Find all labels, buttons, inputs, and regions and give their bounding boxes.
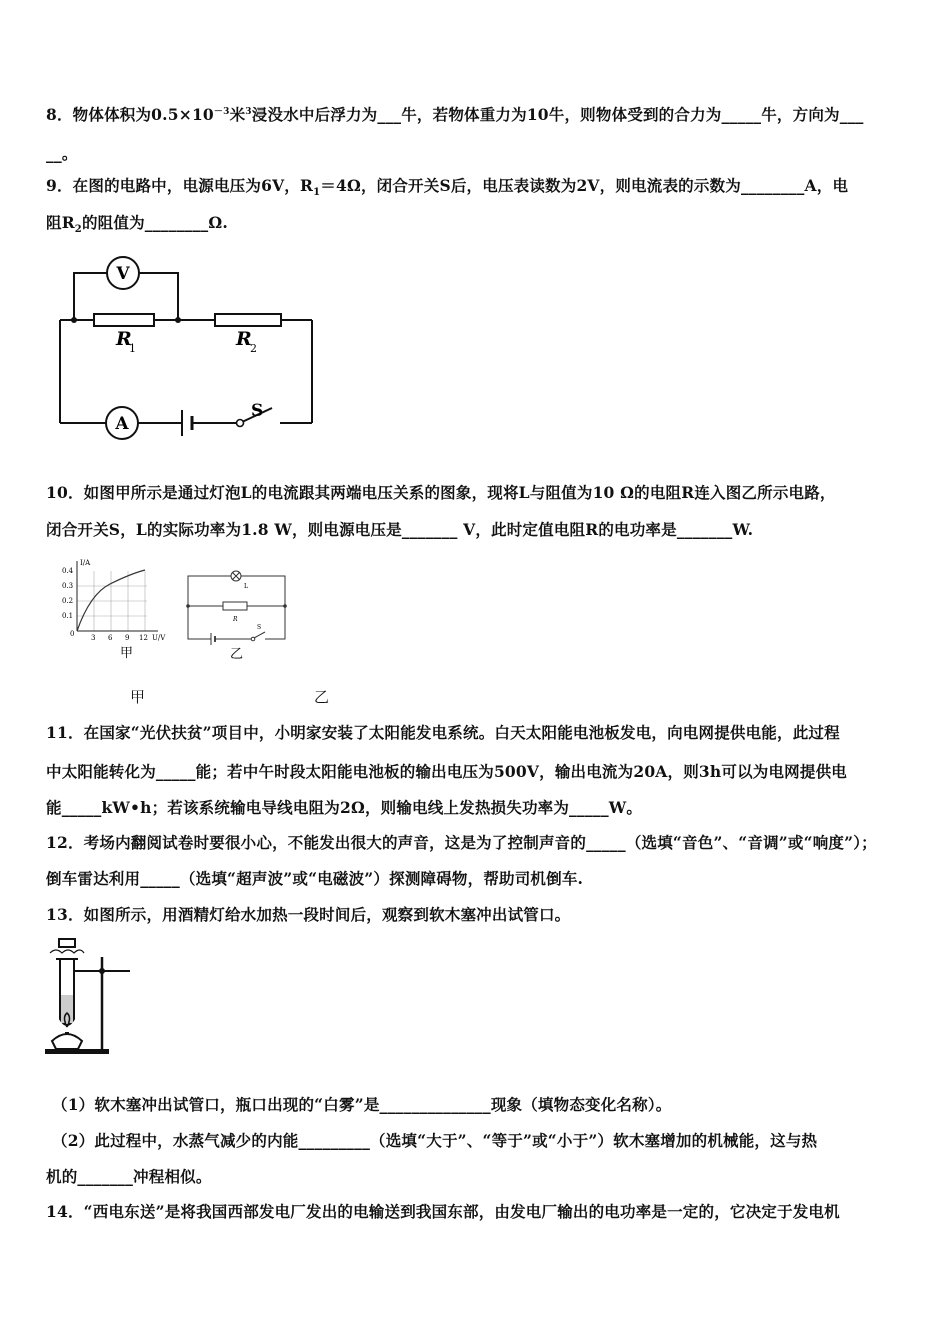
caption-yi: 乙	[314, 688, 330, 706]
q9-line2	[46, 211, 228, 235]
xtick-9: 9	[125, 634, 130, 642]
ytick-0-4: 0.4	[62, 567, 74, 575]
ytick-0: 0	[70, 630, 75, 638]
q9-sub2: 2	[74, 224, 82, 236]
q13-part2: （2）此过程中，水蒸气减少的内能_________（选填“大于”、“等于”或“小于”）软木塞增加的机械能，这与热	[52, 1131, 818, 1150]
ammeter-label: A	[115, 414, 129, 434]
cork-icon	[59, 939, 75, 947]
r-resistor	[223, 602, 247, 610]
q14-line1: 14．“西电东送”是将我国西部发电厂发出的电输送到我国东部，由发电厂输出的电功率是一定的，它决定于发电机	[46, 1202, 840, 1221]
q9-circuit-diagram	[50, 250, 320, 440]
r1-sub-label: 1	[129, 342, 136, 355]
caption-jia: 甲	[130, 688, 146, 706]
q8-exp2: 3	[245, 106, 252, 117]
q8-text-b: 米	[229, 105, 246, 124]
q8-line1	[46, 103, 864, 125]
q11-line1: 11．在国家“光伏扶贫”项目中，小明家安装了太阳能发电系统。白天太阳能电池板发电，向电网提供电能，此过程	[46, 723, 840, 742]
q9-text-a: 9．在图的电路中，电源电压为6V，R	[46, 176, 314, 195]
r2-label: R	[236, 328, 252, 350]
ytick-0-2: 0.2	[62, 597, 74, 605]
graph-ylabel: I/A	[80, 559, 91, 567]
ytick-0-1: 0.1	[62, 612, 74, 620]
lamp-label: L	[244, 583, 248, 590]
q12-line1: 12．考场内翻阅试卷时要很小心，不能发出很大的声音，这是为了控制声音的_____（选填“音色”、“音调”或“响度”）；	[46, 833, 877, 852]
q9-sub1: 1	[313, 187, 321, 199]
xtick-6: 6	[108, 634, 113, 642]
switch-label: S	[251, 401, 264, 421]
q11-line2: 中太阳能转化为_____能；若中午时段太阳能电池板的输出电压为500V，输出电流为20A，则3h可以为电网提供电	[46, 762, 847, 781]
q13-line1: 13．如图所示，用酒精灯给水加热一段时间后，观察到软木塞冲出试管口。	[46, 905, 571, 924]
alcohol-lamp-icon	[52, 1034, 82, 1049]
r2-resistor	[215, 314, 281, 326]
q10-iu-graph	[60, 556, 180, 661]
q10-line2: 闭合开关S，L的实际功率为1.8 W，则电源电压是_______ V，此时定值电阻R的电功率是_______W.	[46, 520, 754, 539]
q9-text-c: 阻R	[46, 213, 75, 232]
q10-line1: 10．如图甲所示是通过灯泡L的电流跟其两端电压关系的图象，现将L与阻值为10 Ω的电阻R连入图乙所示电路，	[46, 483, 836, 502]
r2-sub-label: 2	[250, 342, 257, 355]
q8-line2: __。	[46, 144, 78, 163]
ytick-0-3: 0.3	[62, 582, 74, 590]
graph-caption: 甲	[120, 646, 134, 661]
q9-text-b: ＝4Ω，闭合开关S后，电压表读数为2V，则电流表的示数为________A，电	[320, 176, 849, 195]
xtick-12: 12	[139, 634, 148, 642]
voltmeter-label: V	[116, 264, 130, 284]
q13-apparatus-diagram	[42, 935, 132, 1059]
q13-part1: （1）软木塞冲出试管口，瓶口出现的“白雾”是______________现象（填物态变化名称）。	[52, 1095, 672, 1114]
q12-line2: 倒车雷达利用_____（选填“超声波”或“电磁波”）探测障碍物，帮助司机倒车.	[46, 869, 584, 888]
xtick-3: 3	[91, 634, 96, 642]
circuit-caption: 乙	[230, 647, 244, 662]
q11-line3: 能_____kW•h；若该系统输电导线电阻为2Ω，则输电线上发热损失功率为_____W。	[46, 798, 643, 817]
r1-label: R	[116, 328, 132, 350]
q9-line1	[46, 174, 848, 198]
q8-text-a: 8．物体体积为0.5×10	[46, 105, 214, 124]
stand-base	[45, 1049, 109, 1054]
q8-exp: －3	[213, 106, 230, 117]
switch-label-2: S	[257, 624, 262, 631]
graph-xlabel: U/V	[152, 634, 166, 642]
switch-contact-icon	[237, 420, 244, 427]
q13-part3: 机的_______冲程相似。	[46, 1167, 212, 1186]
r1-resistor	[94, 314, 154, 326]
q8-text-c: 浸没水中后浮力为___牛，若物体重力为10牛，则物体受到的合力为_____牛，方向为___	[251, 105, 864, 124]
q10-circuit-diagram	[183, 563, 293, 661]
q9-text-d: 的阻值为________Ω.	[81, 213, 228, 232]
resistor-label: R	[233, 616, 238, 623]
